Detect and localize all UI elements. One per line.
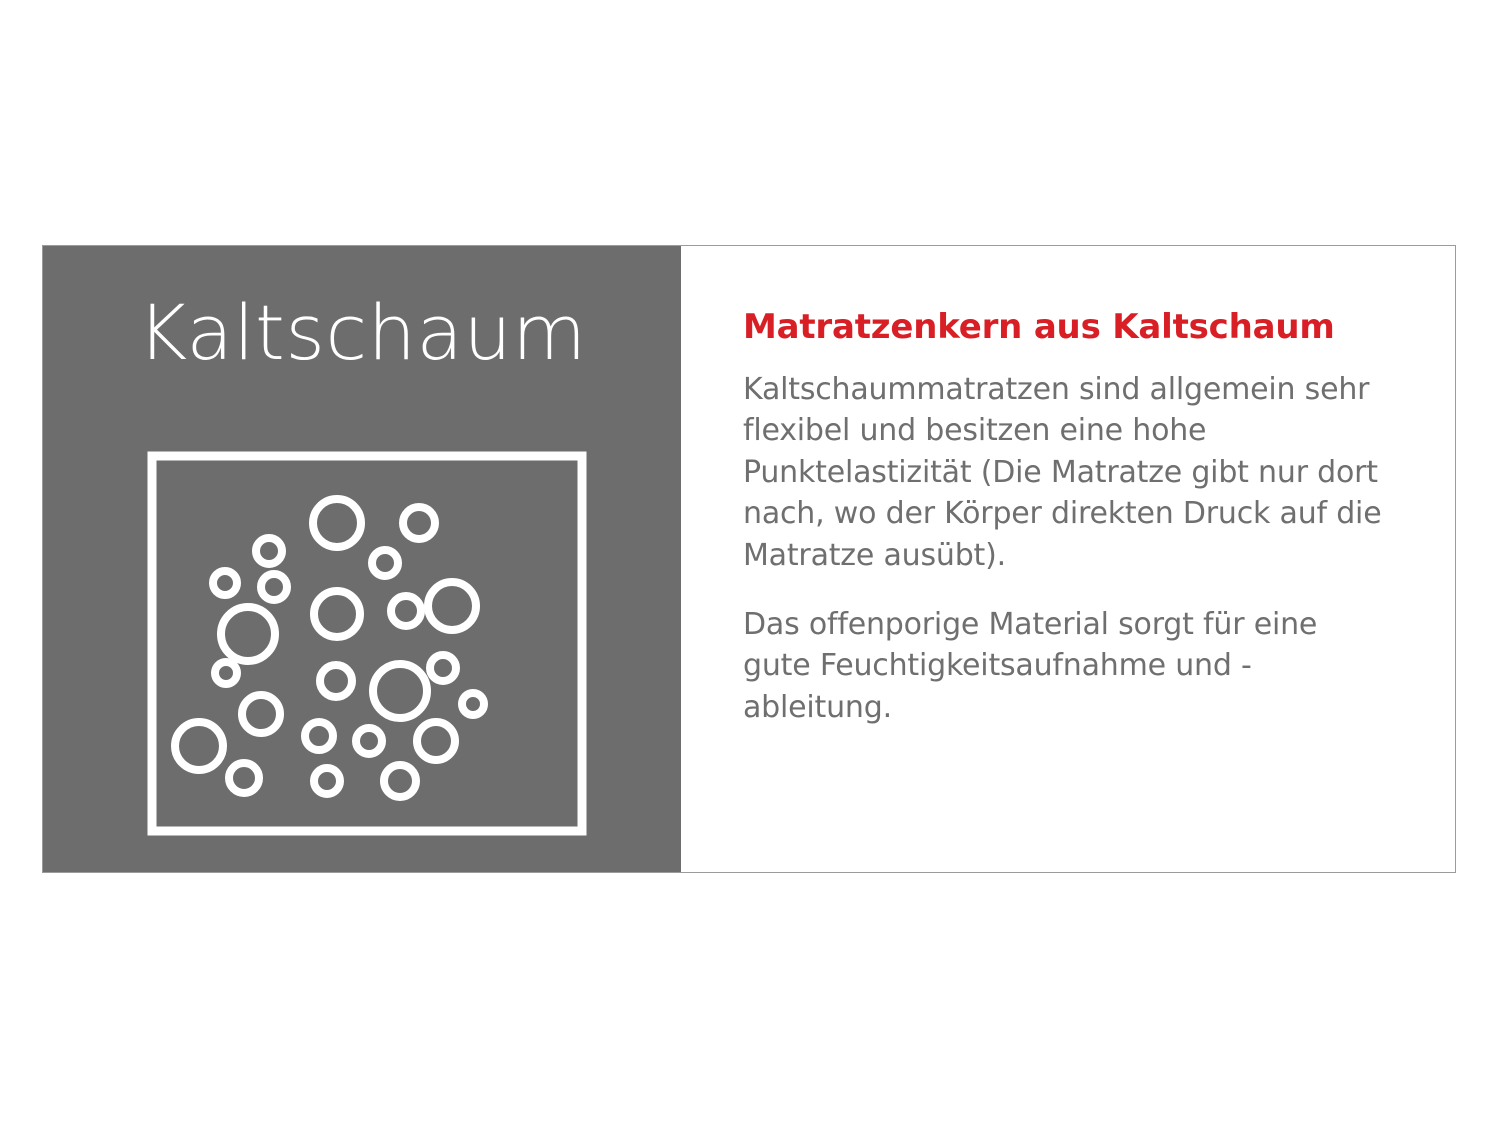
material-description-panel bbox=[681, 246, 1455, 872]
info-card bbox=[42, 245, 1456, 873]
material-illustration-panel bbox=[43, 246, 681, 872]
description-paragraph-1: Kaltschaummatratzen sind allgemein sehr flexibel und besitzen eine hohe Punktelastizität (Die Matratze gibt nur dort nach, wo der Körper direkten Druck auf die Matratze ausübt). bbox=[743, 372, 1382, 573]
description-paragraph-2: Das offenporige Material sorgt für eine gute Feuchtigkeitsaufnahme und -ableitung. bbox=[743, 607, 1318, 725]
open-cell-foam-icon bbox=[147, 451, 587, 836]
material-title: Kaltschaum bbox=[137, 288, 587, 377]
description-heading: Matratzenkern aus Kaltschaum bbox=[743, 307, 1335, 347]
